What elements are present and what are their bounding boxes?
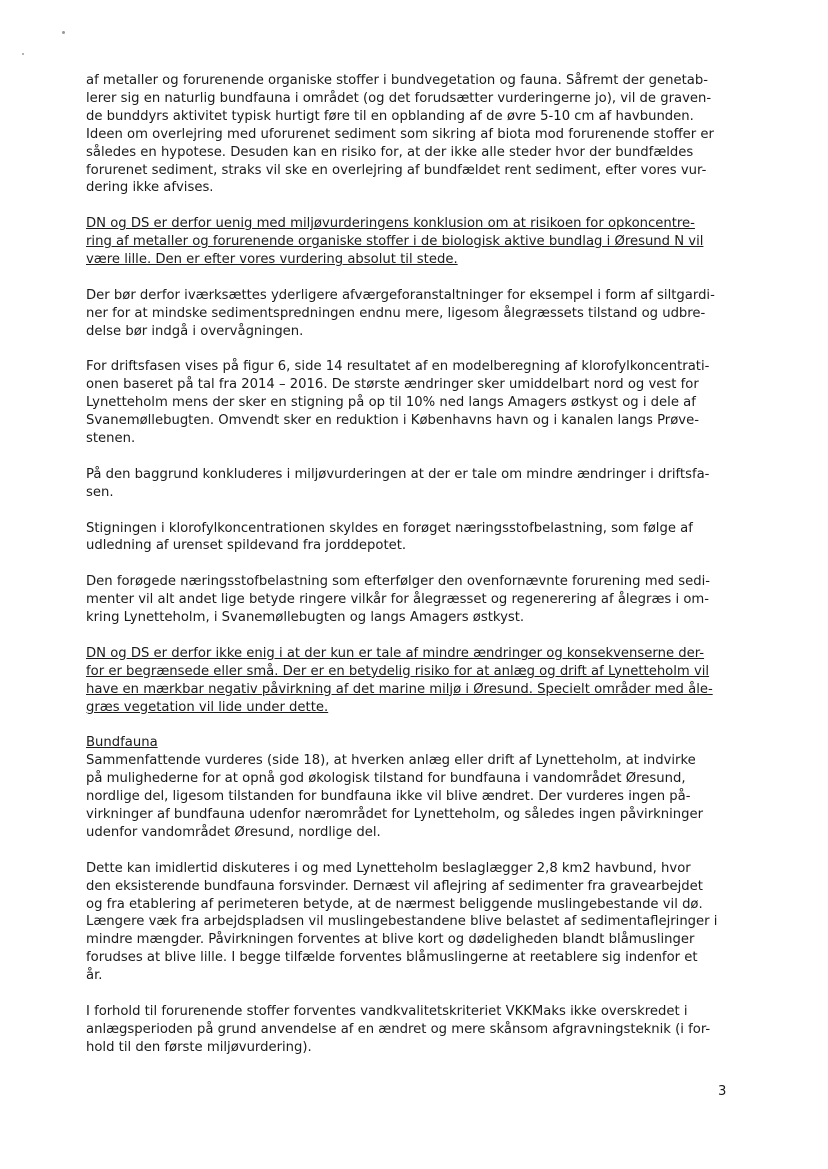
text-line: år.	[86, 968, 103, 984]
text-line: ring af metaller og forurenende organiske stoffer i de biologisk aktive bundlag i Øresund N vil	[86, 234, 704, 250]
paragraph	[86, 860, 736, 985]
text-line: nordlige del, ligesom tilstanden for bundfauna ikke vil blive ændret. Der vurderes ingen på-	[86, 789, 691, 805]
text-line: DN og DS er derfor uenig med miljøvurderingens konklusion om at risikoen for opkoncentre-	[86, 216, 695, 232]
paragraph	[86, 1003, 736, 1057]
text-line: mindre mængder. Påvirkningen forventes at blive kort og dødeligheden blandt blåmuslinger	[86, 932, 695, 948]
text-line: lerer sig en naturlig bundfauna i området (og det forudsætter vurderingerne jo), vil de graven-	[86, 90, 712, 106]
text-line: for er begrænsede eller små. Der er en betydelig risiko for at anlæg og drift af Lynetteholm vil	[86, 663, 710, 679]
text-line: udenfor vandområdet Øresund, nordlige del.	[86, 824, 381, 840]
scan-speck	[22, 53, 24, 55]
text-line: Sammenfattende vurderes (side 18), at hverken anlæg eller drift af Lynetteholm, at indvirke	[86, 753, 696, 769]
scan-speck	[62, 31, 65, 34]
text-line: den eksisterende bundfauna forsvinder. Dernæst vil aflejring af sedimenter fra gravearbejdet	[86, 878, 703, 894]
text-line: Der bør derfor iværksættes yderligere afværgeforanstaltninger for eksempel i form af siltgardi-	[86, 287, 715, 303]
text-line: have en mærkbar negativ påvirkning af det marine miljø i Øresund. Specielt områder med åle-	[86, 681, 713, 697]
text-line: udledning af urenset spildevand fra jorddepotet.	[86, 538, 407, 554]
text-line: Stigningen i klorofylkoncentrationen skyldes en forøget næringsstofbelastning, som følge af	[86, 520, 693, 536]
section-heading: Bundfauna	[86, 735, 158, 751]
text-line: forudses at blive lille. I begge tilfælde forventes blåmuslingerne at reetablere sig indenfor et	[86, 950, 698, 966]
paragraph	[86, 287, 736, 341]
text-line: På den baggrund konkluderes i miljøvurderingen at der er tale om mindre ændringer i driftsfa-	[86, 466, 710, 482]
paragraph	[86, 520, 736, 556]
page-number: 3	[718, 1084, 727, 1099]
text-line: virkninger af bundfauna udenfor nærområdet for Lynetteholm, og således ingen påvirkninger	[86, 807, 704, 823]
paragraph	[86, 734, 736, 841]
text-line: I forhold til forurenende stoffer forventes vandkvalitetskriteriet VKKMaks ikke overskredet i	[86, 1003, 688, 1019]
text-line: dering ikke afvises.	[86, 180, 214, 196]
text-line: anlægsperioden på grund anvendelse af en ændret og mere skånsom afgravningsteknik (i for-	[86, 1021, 711, 1037]
text-line: af metaller og forurenende organiske stoffer i bundvegetation og fauna. Såfremt der genetab-	[86, 73, 708, 88]
text-line: forurenet sediment, straks vil ske en overlejring af bundfældet rent sediment, efter vores vur-	[86, 162, 707, 178]
text-line: For driftsfasen vises på figur 6, side 14 resultatet af en modelberegning af klorofylkoncentrati-	[86, 359, 710, 375]
text-line: hold til den første miljøvurdering).	[86, 1039, 312, 1055]
paragraph	[86, 72, 736, 197]
text-line: sen.	[86, 484, 114, 500]
underlined-paragraph	[86, 645, 736, 717]
paragraph	[86, 358, 736, 448]
text-line: græs vegetation vil lide under dette.	[86, 699, 329, 715]
text-line: kring Lynetteholm, i Svanemøllebugten og langs Amagers østkyst.	[86, 610, 525, 626]
text-line: onen baseret på tal fra 2014 – 2016. De største ændringer sker umiddelbart nord og vest for	[86, 377, 699, 393]
document-body	[86, 72, 736, 1075]
paragraph	[86, 573, 736, 627]
text-line: Svanemøllebugten. Omvendt sker en reduktion i Københavns havn og i kanalen langs Prøve-	[86, 413, 699, 429]
text-line: være lille. Den er efter vores vurdering absolut til stede.	[86, 252, 458, 268]
text-line: Lynetteholm mens der sker en stigning på op til 10% ned langs Amagers østkyst og i dele af	[86, 395, 696, 411]
text-line: stenen.	[86, 431, 136, 447]
text-line: delse bør indgå i overvågningen.	[86, 323, 304, 339]
text-line: DN og DS er derfor ikke enig i at der kun er tale af mindre ændringer og konsekvenserne der-	[86, 645, 705, 661]
text-line: menter vil alt andet lige betyde ringere vilkår for ålegræsset og regenerering af ålegræs i om-	[86, 592, 710, 608]
paragraph	[86, 466, 736, 502]
text-line: og fra etablering af perimeteren betyde, at de nærmest beliggende muslingebestande vil dø.	[86, 896, 703, 912]
text-line: ner for at mindske sedimentspredningen endnu mere, ligesom ålegræssets tilstand og udbre-	[86, 305, 706, 321]
text-line: de bunddyrs aktivitet typisk hurtigt føre til en opblanding af de øvre 5-10 cm af havbunden.	[86, 108, 694, 124]
text-line: Længere væk fra arbejdspladsen vil muslingebestandene blive belastet af sedimentaflejringer i	[86, 914, 718, 930]
text-line: Ideen om overlejring med uforurenet sediment som sikring af biota mod forurenende stoffer er	[86, 126, 714, 142]
text-line: Dette kan imidlertid diskuteres i og med Lynetteholm beslaglægger 2,8 km2 havbund, hvor	[86, 860, 691, 876]
text-line: således en hypotese. Desuden kan en risiko for, at der ikke alle steder hvor der bundfældes	[86, 144, 694, 160]
underlined-paragraph	[86, 215, 736, 269]
text-line: på mulighederne for at opnå god økologisk tilstand for bundfauna i vandområdet Øresund,	[86, 771, 686, 787]
text-line: Den forøgede næringsstofbelastning som efterfølger den ovenfornævnte forurening med sedi-	[86, 574, 711, 590]
